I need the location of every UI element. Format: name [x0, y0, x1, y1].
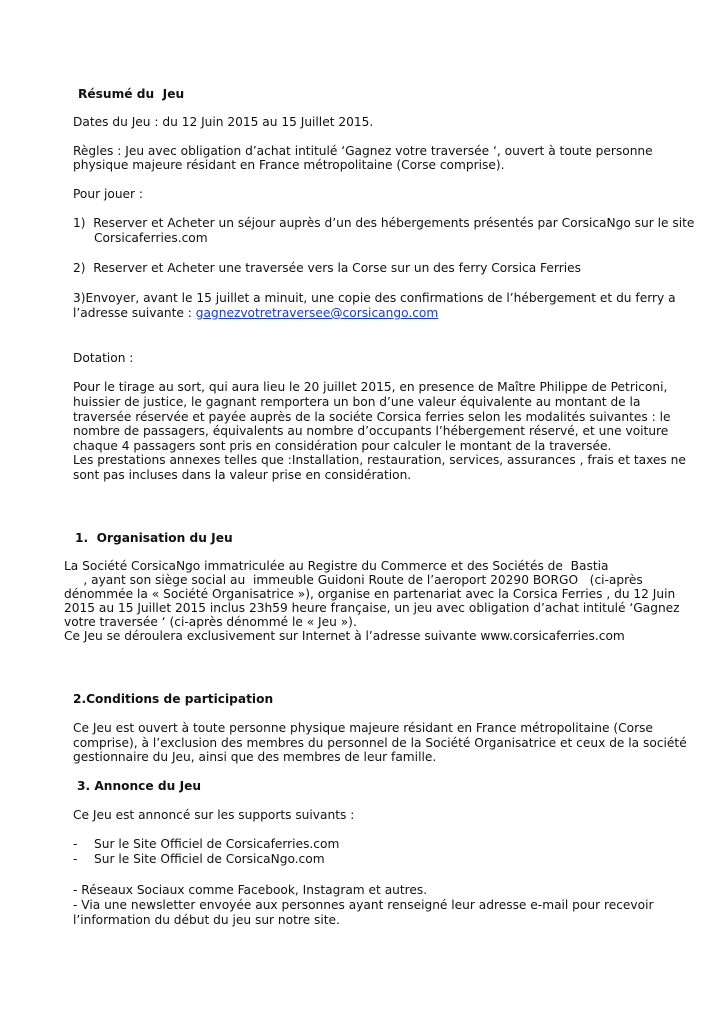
summary-dates: Dates du Jeu : du 12 Juin 2015 au 15 Juillet 2015. — [73, 115, 374, 129]
step-3-prefix: l’adresse suivante : — [73, 306, 196, 320]
contact-email-link[interactable]: gagnezvotretraversee@corsicango.com — [195, 306, 439, 320]
summary-title: Résumé du Jeu — [78, 87, 185, 101]
section-3-intro: Ce Jeu est annoncé sur les supports suivants : — [73, 808, 355, 822]
step-1-line-2: Corsicaferries.com — [94, 231, 208, 245]
dotation-line: huissier de justice, le gagnant remportera un bon d’une valeur équivalente au montant de la — [73, 395, 641, 409]
dotation-line: nombre de passagers, équivalents au nombre d’occupants l’hébergement réservé, et une voiture — [73, 424, 669, 438]
section-3-extra-line: l’information du début du jeu sur notre site. — [73, 913, 340, 927]
section-1-line: 2015 au 15 Juillet 2015 inclus 23h59 heure française, un jeu avec obligation d’achat intitulé ‘Gagnez — [64, 601, 680, 615]
rules-line-1: Règles : Jeu avec obligation d’achat intitulé ‘Gagnez votre traversée ‘, ouvert à toute personne — [73, 144, 653, 158]
bullet-marker: - — [73, 852, 78, 866]
section-2-line: Ce Jeu est ouvert à toute personne physique majeure résidant en France métropolitaine (Corse — [73, 721, 653, 735]
step-2: 2) Reserver et Acheter une traversée vers la Corse sur un des ferry Corsica Ferries — [73, 261, 581, 275]
bullet-item: Sur le Site Officiel de Corsicaferries.com — [94, 837, 340, 851]
section-1-line: dénommée la « Société Organisatrice »), organise en partenariat avec la Corsica Ferries , du 12 Juin — [64, 587, 676, 601]
section-3-title: 3. Annonce du Jeu — [77, 779, 202, 793]
step-3-line-2 — [73, 306, 438, 321]
dotation-line: chaque 4 passagers sont pris en considération pour calculer le montant de la traversée. — [73, 439, 612, 453]
section-3-extra-line: - Via une newsletter envoyée aux personnes ayant renseigné leur adresse e-mail pour recevoir — [73, 898, 654, 912]
dotation-line: Les prestations annexes telles que :Installation, restauration, services, assurances , frais et taxes ne — [73, 453, 686, 467]
dotation-label: Dotation : — [73, 351, 134, 365]
rules-line-2: physique majeure résidant en France métropolitaine (Corse comprise). — [73, 158, 505, 172]
section-3-extra-line: - Réseaux Sociaux comme Facebook, Instagram et autres. — [73, 883, 428, 897]
dotation-line: sont pas incluses dans la valeur prise en considération. — [73, 468, 412, 482]
section-1-line: , ayant son siège social au immeuble Guidoni Route de l’aeroport 20290 BORGO (ci-après — [64, 573, 643, 587]
dotation-line: traversée réservée et payée auprès de la sociéte Corsica ferries selon les modalités suivantes : le — [73, 410, 671, 424]
step-1-line-1: 1) Reserver et Acheter un séjour auprès d’un des hébergements présentés par CorsicaNgo sur le site — [73, 216, 695, 230]
section-1-line: votre traversée ‘ (ci-après dénommé le « Jeu »). — [64, 615, 357, 629]
section-1-title: 1. Organisation du Jeu — [75, 531, 233, 545]
bullet-item: Sur le Site Officiel de CorsicaNgo.com — [94, 852, 325, 866]
bullet-marker: - — [73, 837, 78, 851]
how-to-play-label: Pour jouer : — [73, 187, 144, 201]
step-3-line-1: 3)Envoyer, avant le 15 juillet a minuit, une copie des confirmations de l’hébergement et du ferry a — [73, 291, 676, 305]
section-2-line: comprise), à l’exclusion des membres du personnel de la Société Organisatrice et ceux de la société — [73, 736, 687, 750]
section-1-line: Ce Jeu se déroulera exclusivement sur Internet à l’adresse suivante www.corsicaferries.com — [64, 629, 625, 643]
section-2-line: gestionnaire du Jeu, ainsi que des membres de leur famille. — [73, 750, 437, 764]
section-1-line: La Société CorsicaNgo immatriculée au Registre du Commerce et des Sociétés de Bastia — [64, 559, 609, 573]
dotation-line: Pour le tirage au sort, qui aura lieu le 20 juillet 2015, en presence de Maître Philippe de Petriconi, — [73, 380, 668, 394]
section-2-title: 2.Conditions de participation — [73, 692, 274, 706]
